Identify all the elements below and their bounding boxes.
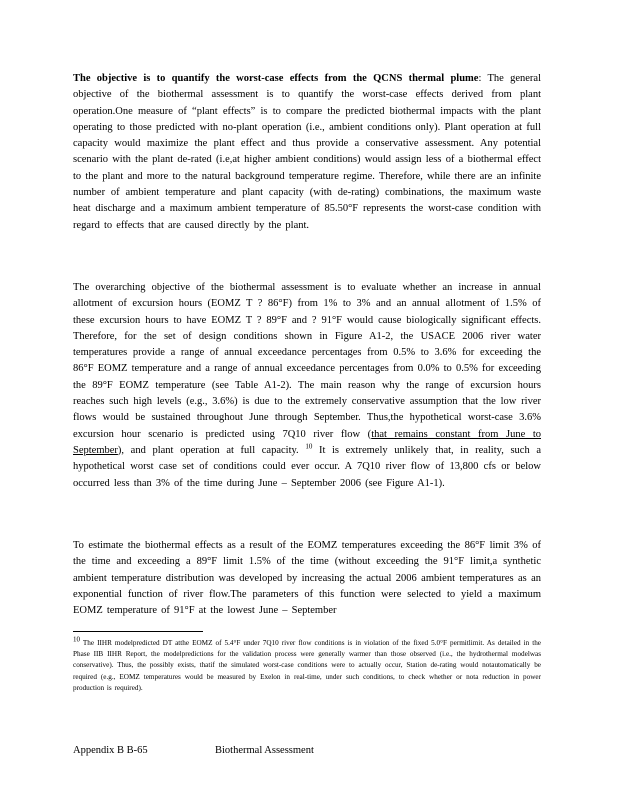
footnote-text: The IIHR modelpredicted DT atthe EOMZ of 5.4°F under 7Q10 river flow conditions is in violation of the fixed 5.0°F permitlimit. As detailed in the Phase IIB IIHR Report, the modelpredictions for the validation process were generally warmer than those observed (i.e., the hydrothermal modelwas conservative). Thus, the possibly exists, thatif the simulated worst-case conditions were to actually occur, Station de-rating would notautomatically be required (e.g., EOMZ temperatures would be measured by Exelon in real-time, under such conditions, to check whether or nota reduction in power production is required).: [73, 639, 541, 692]
paragraph-overarching-objective: [73, 280, 541, 492]
footnote-marker: 10: [73, 635, 80, 644]
underlined-phrase: that remains constant from June to September: [73, 428, 541, 456]
paragraph-text-b: ), and plant operation at full capacity.: [117, 444, 299, 456]
paragraph-lead-heading: The objective is to quantify the worst-case effects from the QCNS thermal plume: [73, 73, 479, 84]
footnote-reference[interactable]: 10: [305, 442, 313, 451]
paragraph-estimate: [73, 538, 541, 619]
paragraph-text-a: The overarching objective of the biothermal assessment is to evaluate whether an increase in annual allotment of excursion hours (EOMZ T ? 86°F) from 1% to 3% and an annual allotment of 1.5% of these excursion hours to have EOMZ T ? 89°F and ? 91°F would cause biologically significant effects. Therefore, for the set of design conditions shown in Figure A1-2, the USACE 2006 river water temperatures provide a range of annual exceedance percentages from 0.5% to 3.6% for exceeding the 86°F EOMZ temperature and a range of annual exceedance percentages from 0.0% to 0.5% for exceeding the 89°F EOMZ temperature (see Table A1-2). The main reason why the range of excursion hours reaches such high levels (e.g., 3.6%) is due to the extremely conservative assumption that the low river flows would be sustained throughout June through September. Thus,the hypothetical worst-case 3.6% excursion hour scenario is predicted using 7Q10 river flow (: [73, 282, 541, 440]
footer-page-label: Appendix B B-65: [73, 745, 148, 756]
paragraph-objective: [73, 71, 541, 234]
footnote-separator: [73, 631, 203, 632]
paragraph-text: : The general objective of the biothermal assessment is to quantify the worst-case effects derived from plant operation.One measure of “plant effects” is to compare the predicted biothermal impacts with the plant operating to those predicted with no-plant operation (i.e., ambient conditions only). Plant operation at full capacity would maximize the plant effect and thus provide a conservative assessment. Any potential scenario with the plant de-rated (i.e,at higher ambient conditions) would assign less of a biothermal effect to the plant and more to the natural background temperature regime. Therefore, while there are an infinite number of ambient temperature and plant capacity (with de-rating) combinations, the maximum waste heat discharge and a maximum ambient temperature of 85.50°F represents the worst-case condition with regard to effects that are caused directly by the plant.: [73, 73, 541, 231]
paragraph-text-c: It is extremely unlikely that, in reality, such a hypothetical worst case set of conditions could ever occur. A 7Q10 river flow of 13,800 cfs or below occurred less than 3% of the time during June – September 2006 (see Figure A1-1).: [73, 444, 542, 489]
paragraph-text: To estimate the biothermal effects as a result of the EOMZ temperatures exceeding the 86°F limit 3% of the time and exceeding a 89°F limit 1.5% of the time (without exceeding the 91°F limit,a synthetic ambient temperature distribution was developed by increasing the actual 2006 ambient temperatures as an exponential function of river flow.The parameters of this function were selected to yield a maximum EOMZ temperature of 91°F at the lowest June – September: [73, 540, 541, 617]
footnote: [73, 635, 541, 694]
footer-section-title: Biothermal Assessment: [215, 745, 314, 756]
